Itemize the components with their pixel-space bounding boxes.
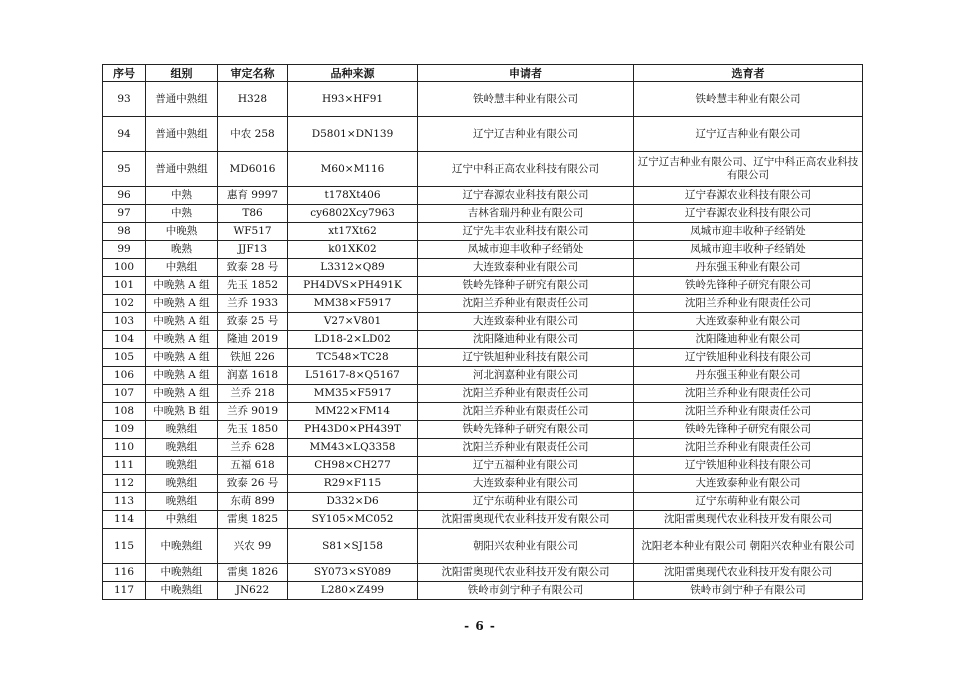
table-row [103, 295, 863, 313]
cell-pedigree: xt17Xt62 [288, 223, 418, 241]
cell-variety-name: 雷奥 1825 [218, 511, 288, 529]
table-row [103, 223, 863, 241]
table-row [103, 564, 863, 582]
cell-variety-name: 兰乔 1933 [218, 295, 288, 313]
cell-pedigree: V27×V801 [288, 313, 418, 331]
cell-breeder: 沈阳雷奥现代农业科技开发有限公司 [634, 564, 863, 582]
header-applicant: 申请者 [418, 65, 634, 82]
cell-index: 106 [103, 367, 146, 385]
header-breeder: 选育者 [634, 65, 863, 82]
table-header-row [103, 65, 863, 82]
cell-variety-name: MD6016 [218, 152, 288, 187]
cell-pedigree: D332×D6 [288, 493, 418, 511]
cell-breeder: 大连致泰种业有限公司 [634, 313, 863, 331]
cell-applicant: 大连致泰种业有限公司 [418, 259, 634, 277]
cell-variety-name: 润嘉 1618 [218, 367, 288, 385]
cell-group: 中晚熟 A 组 [146, 313, 218, 331]
cell-index: 100 [103, 259, 146, 277]
cell-group: 晚熟组 [146, 493, 218, 511]
cell-variety-name: 先玉 1852 [218, 277, 288, 295]
cell-variety-name: 中农 258 [218, 117, 288, 152]
cell-breeder: 铁岭慧丰种业有限公司 [634, 82, 863, 117]
cell-group: 晚熟 [146, 241, 218, 259]
cell-applicant: 沈阳兰乔种业有限责任公司 [418, 403, 634, 421]
cell-index: 112 [103, 475, 146, 493]
cell-applicant: 沈阳雷奥现代农业科技开发有限公司 [418, 511, 634, 529]
cell-index: 115 [103, 529, 146, 564]
cell-variety-name: WF517 [218, 223, 288, 241]
table-row [103, 349, 863, 367]
cell-applicant: 辽宁先丰农业科技有限公司 [418, 223, 634, 241]
cell-variety-name: 致泰 26 号 [218, 475, 288, 493]
cell-index: 95 [103, 152, 146, 187]
table-row [103, 403, 863, 421]
cell-applicant: 沈阳雷奥现代农业科技开发有限公司 [418, 564, 634, 582]
cell-pedigree: TC548×TC28 [288, 349, 418, 367]
cell-group: 中晚熟 A 组 [146, 331, 218, 349]
cell-applicant: 辽宁中科正高农业科技有限公司 [418, 152, 634, 187]
cell-group: 普通中熟组 [146, 117, 218, 152]
variety-approval-table [102, 64, 863, 600]
cell-pedigree: D5801×DN139 [288, 117, 418, 152]
cell-variety-name: 雷奥 1826 [218, 564, 288, 582]
cell-index: 116 [103, 564, 146, 582]
cell-pedigree: SY105×MC052 [288, 511, 418, 529]
table-row [103, 457, 863, 475]
cell-breeder: 辽宁铁旭种业科技有限公司 [634, 457, 863, 475]
cell-pedigree: L51617-8×Q5167 [288, 367, 418, 385]
cell-index: 108 [103, 403, 146, 421]
cell-variety-name: 兴农 99 [218, 529, 288, 564]
cell-index: 94 [103, 117, 146, 152]
table-row [103, 331, 863, 349]
cell-variety-name: 兰乔 218 [218, 385, 288, 403]
cell-breeder: 辽宁铁旭种业科技有限公司 [634, 349, 863, 367]
cell-breeder: 沈阳兰乔种业有限责任公司 [634, 403, 863, 421]
cell-breeder: 沈阳兰乔种业有限责任公司 [634, 385, 863, 403]
cell-breeder: 沈阳兰乔种业有限责任公司 [634, 295, 863, 313]
cell-applicant: 铁岭先锋种子研究有限公司 [418, 421, 634, 439]
cell-group: 中熟 [146, 187, 218, 205]
cell-group: 中熟组 [146, 511, 218, 529]
cell-applicant: 沈阳隆迪种业有限公司 [418, 331, 634, 349]
cell-pedigree: M60×M116 [288, 152, 418, 187]
cell-index: 102 [103, 295, 146, 313]
table-row [103, 582, 863, 600]
cell-applicant: 沈阳兰乔种业有限责任公司 [418, 439, 634, 457]
cell-group: 中晚熟 A 组 [146, 385, 218, 403]
header-variety-name: 审定名称 [218, 65, 288, 82]
cell-index: 97 [103, 205, 146, 223]
header-index: 序号 [103, 65, 146, 82]
cell-index: 109 [103, 421, 146, 439]
table-row [103, 313, 863, 331]
cell-index: 93 [103, 82, 146, 117]
cell-group: 晚熟组 [146, 457, 218, 475]
cell-breeder: 辽宁春源农业科技有限公司 [634, 205, 863, 223]
cell-applicant: 辽宁辽吉种业有限公司 [418, 117, 634, 152]
cell-group: 普通中熟组 [146, 152, 218, 187]
cell-applicant: 铁岭慧丰种业有限公司 [418, 82, 634, 117]
cell-breeder: 丹东强玉种业有限公司 [634, 367, 863, 385]
cell-variety-name: H328 [218, 82, 288, 117]
table-row [103, 241, 863, 259]
cell-variety-name: 隆迪 2019 [218, 331, 288, 349]
cell-index: 113 [103, 493, 146, 511]
header-group: 组别 [146, 65, 218, 82]
table-row [103, 511, 863, 529]
cell-breeder: 辽宁辽吉种业有限公司 [634, 117, 863, 152]
cell-pedigree: MM43×LQ3358 [288, 439, 418, 457]
cell-group: 中晚熟 A 组 [146, 367, 218, 385]
cell-applicant: 朝阳兴农种业有限公司 [418, 529, 634, 564]
cell-pedigree: PH43D0×PH439T [288, 421, 418, 439]
cell-index: 117 [103, 582, 146, 600]
cell-pedigree: MM22×FM14 [288, 403, 418, 421]
cell-applicant: 辽宁五福种业有限公司 [418, 457, 634, 475]
cell-variety-name: T86 [218, 205, 288, 223]
cell-index: 96 [103, 187, 146, 205]
cell-group: 中晚熟 A 组 [146, 277, 218, 295]
cell-breeder: 铁岭先锋种子研究有限公司 [634, 277, 863, 295]
table-row [103, 277, 863, 295]
cell-applicant: 凤城市迎丰收种子经销处 [418, 241, 634, 259]
cell-variety-name: 五福 618 [218, 457, 288, 475]
cell-group: 中晚熟 A 组 [146, 349, 218, 367]
cell-group: 中晚熟 [146, 223, 218, 241]
cell-pedigree: t178Xt406 [288, 187, 418, 205]
cell-breeder: 沈阳兰乔种业有限责任公司 [634, 439, 863, 457]
cell-variety-name: 铁旭 226 [218, 349, 288, 367]
cell-variety-name: 兰乔 9019 [218, 403, 288, 421]
cell-pedigree: MM35×F5917 [288, 385, 418, 403]
cell-breeder: 凤城市迎丰收种子经销处 [634, 223, 863, 241]
cell-group: 中晚熟 B 组 [146, 403, 218, 421]
cell-variety-name: JN622 [218, 582, 288, 600]
cell-group: 晚熟组 [146, 421, 218, 439]
cell-applicant: 大连致泰种业有限公司 [418, 475, 634, 493]
cell-breeder: 辽宁春源农业科技有限公司 [634, 187, 863, 205]
table-row [103, 259, 863, 277]
cell-group: 晚熟组 [146, 475, 218, 493]
cell-index: 104 [103, 331, 146, 349]
table-row [103, 529, 863, 564]
table-body [103, 82, 863, 600]
cell-breeder: 铁岭先锋种子研究有限公司 [634, 421, 863, 439]
table-row [103, 385, 863, 403]
cell-breeder: 丹东强玉种业有限公司 [634, 259, 863, 277]
cell-index: 114 [103, 511, 146, 529]
cell-applicant: 铁岭先锋种子研究有限公司 [418, 277, 634, 295]
table-row [103, 152, 863, 187]
cell-index: 110 [103, 439, 146, 457]
cell-variety-name: 惠育 9997 [218, 187, 288, 205]
cell-group: 中熟组 [146, 259, 218, 277]
cell-variety-name: 兰乔 628 [218, 439, 288, 457]
table-row [103, 493, 863, 511]
cell-group: 普通中熟组 [146, 82, 218, 117]
cell-index: 103 [103, 313, 146, 331]
cell-breeder: 沈阳老本种业有限公司 朝阳兴农种业有限公司 [634, 529, 863, 564]
table-row [103, 82, 863, 117]
cell-breeder: 沈阳雷奥现代农业科技开发有限公司 [634, 511, 863, 529]
cell-group: 中晚熟组 [146, 564, 218, 582]
cell-pedigree: H93×HF91 [288, 82, 418, 117]
cell-applicant: 铁岭市剑宁种子有限公司 [418, 582, 634, 600]
table-row [103, 439, 863, 457]
cell-index: 107 [103, 385, 146, 403]
cell-pedigree: k01XK02 [288, 241, 418, 259]
header-pedigree: 品种来源 [288, 65, 418, 82]
table-row [103, 475, 863, 493]
cell-group: 中熟 [146, 205, 218, 223]
cell-group: 中晚熟组 [146, 529, 218, 564]
cell-applicant: 吉林省瑞丹种业有限公司 [418, 205, 634, 223]
table-row [103, 205, 863, 223]
table-row [103, 187, 863, 205]
cell-variety-name: JJF13 [218, 241, 288, 259]
table-row [103, 367, 863, 385]
cell-index: 99 [103, 241, 146, 259]
cell-index: 98 [103, 223, 146, 241]
cell-applicant: 辽宁铁旭种业科技有限公司 [418, 349, 634, 367]
cell-pedigree: MM38×F5917 [288, 295, 418, 313]
cell-index: 105 [103, 349, 146, 367]
cell-applicant: 沈阳兰乔种业有限责任公司 [418, 385, 634, 403]
table-row [103, 117, 863, 152]
cell-group: 中晚熟 A 组 [146, 295, 218, 313]
cell-group: 晚熟组 [146, 439, 218, 457]
page-number: - 6 - [464, 619, 496, 633]
cell-breeder: 沈阳隆迪种业有限公司 [634, 331, 863, 349]
cell-breeder: 大连致泰种业有限公司 [634, 475, 863, 493]
cell-pedigree: L280×Z499 [288, 582, 418, 600]
cell-variety-name: 致泰 28 号 [218, 259, 288, 277]
cell-pedigree: cy6802Xcy7963 [288, 205, 418, 223]
cell-applicant: 辽宁东萌种业有限公司 [418, 493, 634, 511]
cell-pedigree: S81×SJ158 [288, 529, 418, 564]
cell-breeder: 凤城市迎丰收种子经销处 [634, 241, 863, 259]
cell-pedigree: SY073×SY089 [288, 564, 418, 582]
cell-pedigree: L3312×Q89 [288, 259, 418, 277]
cell-applicant: 河北润嘉种业有限公司 [418, 367, 634, 385]
cell-applicant: 沈阳兰乔种业有限责任公司 [418, 295, 634, 313]
cell-variety-name: 先玉 1850 [218, 421, 288, 439]
cell-breeder: 铁岭市剑宁种子有限公司 [634, 582, 863, 600]
cell-applicant: 辽宁春源农业科技有限公司 [418, 187, 634, 205]
cell-applicant: 大连致泰种业有限公司 [418, 313, 634, 331]
cell-pedigree: LD18-2×LD02 [288, 331, 418, 349]
cell-index: 111 [103, 457, 146, 475]
cell-pedigree: CH98×CH277 [288, 457, 418, 475]
cell-index: 101 [103, 277, 146, 295]
cell-breeder: 辽宁东萌种业有限公司 [634, 493, 863, 511]
cell-group: 中晚熟组 [146, 582, 218, 600]
cell-pedigree: PH4DVS×PH491K [288, 277, 418, 295]
cell-pedigree: R29×F115 [288, 475, 418, 493]
cell-breeder: 辽宁辽吉种业有限公司、辽宁中科正高农业科技有限公司 [634, 152, 863, 187]
table-row [103, 421, 863, 439]
cell-variety-name: 致泰 25 号 [218, 313, 288, 331]
cell-variety-name: 东萌 899 [218, 493, 288, 511]
